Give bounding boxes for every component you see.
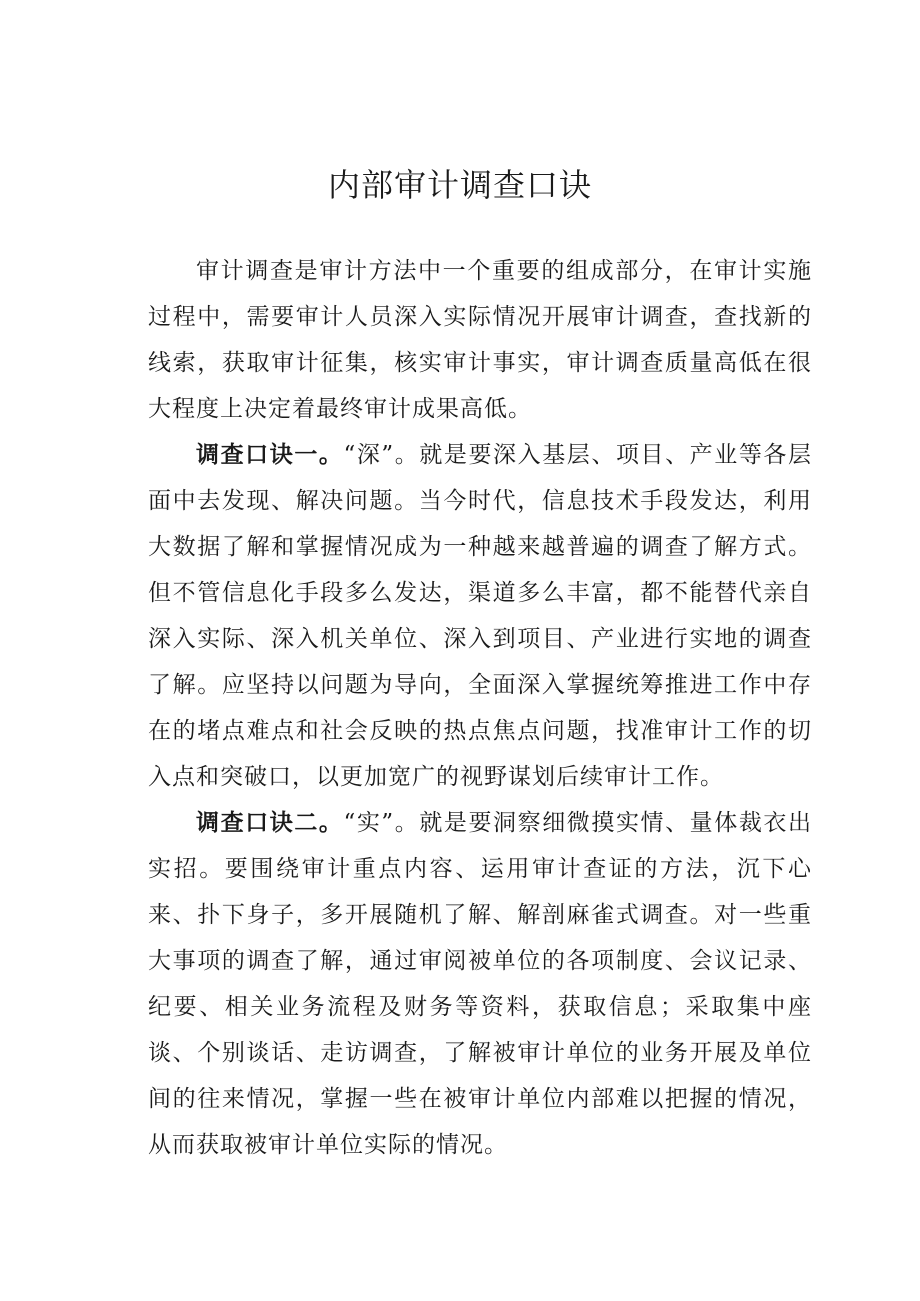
intro-paragraph: 审计调查是审计方法中一个重要的组成部分，在审计实施过程中，需要审计人员深入实际情况开展审计调查，查找新的线索，获取审计征集，核实审计事实，审计调查质量高低在很大程度上决定着最终审计成果高低。 <box>148 258 812 422</box>
section-heading-2: 调查口诀二。 <box>196 809 344 836</box>
section-paragraph-2 <box>148 800 812 1168</box>
section-text-2: “实”。就是要洞察细微摸实情、量体裁衣出实招。要围绕审计重点内容、运用审计查证的方法，沉下心来、扑下身子，多开展随机了解、解剖麻雀式调查。对一些重大事项的调查了解，通过审阅被单位的各项制度、会议记录、纪要、相关业务流程及财务等资料，获取信息；采取集中座谈、个别谈话、走访调查，了解被审计单位的业务开展及单位间的往来情况，掌握一些在被审计单位内部难以把握的情况，从而获取被审计单位实际的情况。 <box>148 810 812 1158</box>
document-body <box>148 248 812 1168</box>
document-title: 内部审计调查口诀 <box>327 166 592 204</box>
section-heading-1: 调查口诀一。 <box>196 441 344 468</box>
section-paragraph-1 <box>148 432 812 800</box>
section-text-1: “深”。就是要深入基层、项目、产业等各层面中去发现、解决问题。当今时代，信息技术手段发达，利用大数据了解和掌握情况成为一种越来越普遍的调查了解方式。但不管信息化手段多么发达，渠道多么丰富，都不能替代亲自深入实际、深入机关单位、深入到项目、产业进行实地的调查了解。应坚持以问题为导向，全面深入掌握统筹推进工作中存在的堵点难点和社会反映的热点焦点问题，找准审计工作的切入点和突破口，以更加宽广的视野谋划后续审计工作。 <box>148 442 812 790</box>
